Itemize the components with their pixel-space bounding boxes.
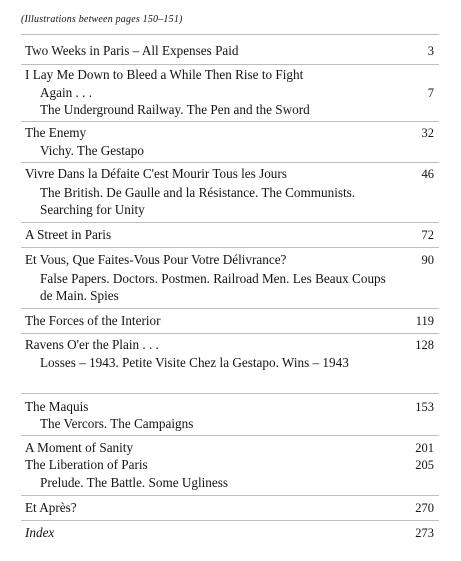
toc-entry-page: 273 [415, 526, 434, 540]
divider [21, 222, 439, 223]
toc-entry-title[interactable]: The Forces of the Interior [25, 313, 161, 328]
toc-entry-subtopics: False Papers. Doctors. Postmen. Railroad Men. Les Beaux Coups de Main. Spies [40, 271, 386, 303]
toc-entry-title-continuation[interactable]: Again . . . [40, 85, 93, 100]
toc-entry-title[interactable]: A Street in Paris [25, 227, 112, 242]
divider [21, 64, 439, 65]
toc-entry-subtopics: The Underground Railway. The Pen and the Sword [40, 102, 310, 117]
toc-entry-title[interactable]: Et Après? [25, 500, 77, 515]
divider [21, 121, 439, 122]
toc-entry-title[interactable]: A Moment of Sanity [25, 440, 134, 455]
divider [21, 333, 439, 334]
toc-entry-page: 46 [421, 167, 434, 181]
toc-entry-page: 270 [415, 501, 434, 515]
toc-entry-subtopics: The British. De Gaulle and la Résistance. The Communists. Searching for Unity [40, 185, 356, 217]
divider [21, 435, 439, 436]
divider [21, 393, 439, 394]
toc-entry-title[interactable]: Ravens O'er the Plain . . . [25, 337, 159, 352]
illustrations-note: (Illustrations between pages 150–151) [21, 14, 183, 25]
divider [21, 495, 439, 496]
divider [21, 247, 439, 248]
toc-entry-title[interactable]: Et Vous, Que Faites-Vous Pour Votre Délivrance? [25, 252, 287, 267]
toc-entry-page: 32 [421, 126, 434, 140]
toc-entry-page: 119 [415, 314, 434, 328]
divider [21, 162, 439, 163]
toc-entry-subtopics: The Vercors. The Campaigns [40, 416, 194, 431]
toc-entry-page: 201 [415, 441, 434, 455]
toc-entry-page: 7 [427, 86, 434, 100]
toc-entry-title[interactable]: Index [25, 525, 55, 540]
toc-entry-page: 72 [421, 228, 434, 242]
toc-entry-page: 90 [421, 253, 434, 267]
toc-entry-title[interactable]: Vivre Dans la Défaite C'est Mourir Tous les Jours [25, 166, 287, 181]
toc-entry-subtopics: Prelude. The Battle. Some Ugliness [40, 475, 229, 490]
toc-entry-page: 3 [427, 44, 434, 58]
toc-entry-title[interactable]: Two Weeks in Paris – All Expenses Paid [25, 43, 239, 58]
toc-entry-page: 205 [415, 458, 434, 472]
toc-entry-page: 128 [415, 338, 434, 352]
toc-entry-title[interactable]: I Lay Me Down to Bleed a While Then Rise to Fight [25, 67, 304, 82]
toc-entry-page: 153 [415, 400, 434, 414]
toc-entry-title[interactable]: The Enemy [25, 125, 87, 140]
divider [21, 520, 439, 521]
toc-entry-subtopics: Vichy. The Gestapo [40, 143, 144, 158]
toc-entry-subtopics: Losses – 1943. Petite Visite Chez la Gestapo. Wins – 1943 [40, 355, 349, 370]
toc-entry-title[interactable]: The Maquis [25, 399, 89, 414]
toc-entry-title[interactable]: The Liberation of Paris [25, 457, 148, 472]
divider [21, 34, 439, 35]
divider [21, 308, 439, 309]
